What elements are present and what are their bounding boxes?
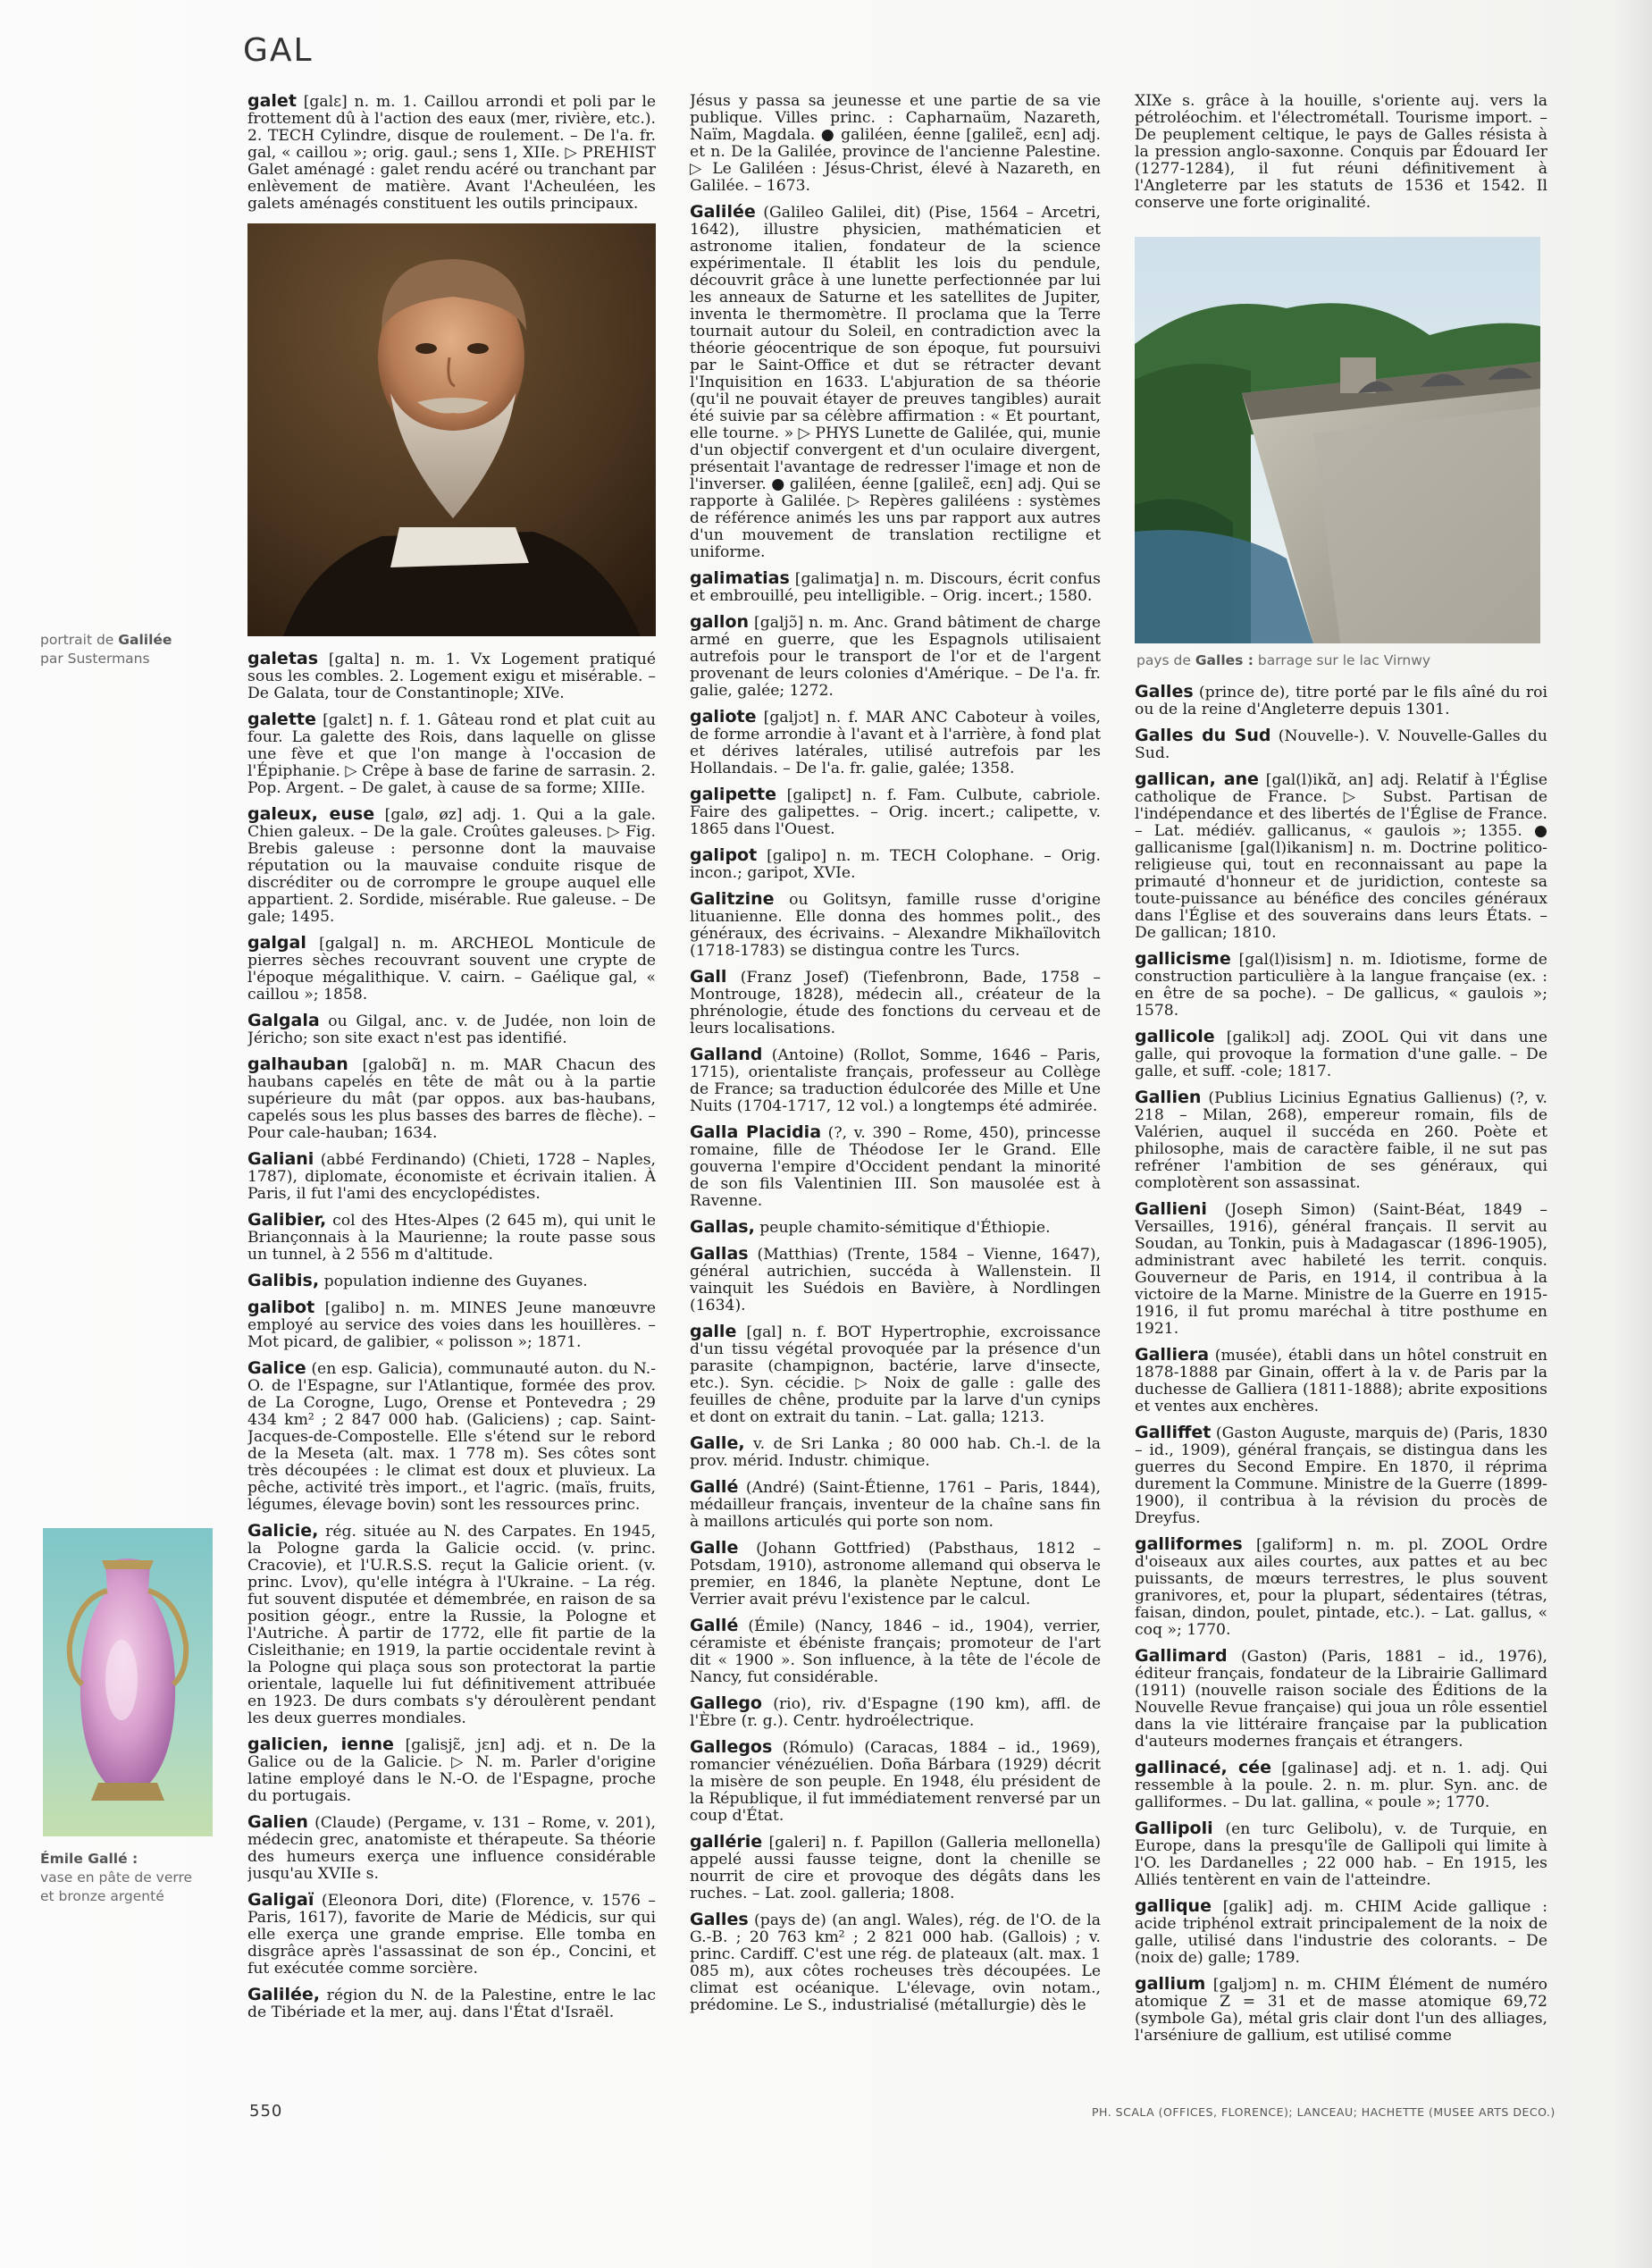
dictionary-entry	[1135, 93, 1547, 212]
entry-definition: (Rómulo) (Caracas, 1884 – id., 1969), romancier vénézuélien. Doña Bárbara (1929) décrit la misère de son peuple. En 1948, élu président de la République, il fut immédiatement renversé par un coup d'État.	[690, 1739, 1101, 1825]
entry-definition: [galisjɛ̃, jɛn] adj. et n. De la Galice ou de la Galicie. ▷ N. m. Parler d'origine latine employé dans le N.-O. de l'Espagne, proche du portugais.	[247, 1736, 656, 1805]
dictionary-entry	[1135, 727, 1547, 762]
page-header-guide-word: GAL	[243, 32, 314, 69]
entry-headword: Galien	[247, 1812, 308, 1832]
caption-text: par Sustermans	[40, 651, 150, 667]
entry-headword: Galla Placidia	[690, 1122, 822, 1142]
col2-entries	[690, 93, 1101, 2014]
entry-definition: (Nouvelle-). V. Nouvelle-Galles du Sud.	[1135, 727, 1547, 762]
dictionary-entry	[1135, 1347, 1547, 1415]
col1-entries-top	[247, 93, 656, 213]
dictionary-entry	[1135, 1089, 1547, 1192]
dictionary-entry	[247, 1212, 656, 1264]
entry-definition: (Publius Licinius Egnatius Gallienus) (?, v. 218 – Milan, 268), empereur romain, fils de Valérien, auquel il succéda en 260. Poète et philosophe, mais de caractère faible, il ne sut pas refréner l'ambition de ses généraux, qui complotèrent son assassinat.	[1135, 1089, 1547, 1192]
dictionary-entry	[247, 1360, 656, 1514]
entry-headword: Galibier,	[247, 1210, 327, 1230]
dictionary-entry	[247, 1273, 656, 1290]
dictionary-entry	[1135, 1976, 1547, 2045]
dictionary-entry	[1135, 1648, 1547, 1751]
dictionary-entry	[690, 1479, 1101, 1531]
dictionary-entry	[247, 935, 656, 1004]
entry-headword: Gallé	[690, 1616, 739, 1635]
entry-definition: [galjɔt] n. f. MAR ANC Caboteur à voiles, de forme arrondie à l'avant et à l'arrière, à fond plat et dérives latérales, utilisé autrefois par les Hollandais. – De l'a. fr. galie, galée; 1358.	[690, 709, 1101, 777]
entry-headword: galle	[690, 1322, 737, 1341]
entry-definition: [galobɑ̃] n. m. MAR Chacun des haubans capelés en tête de mât ou à la partie supérieure du mât (par oppos. aux bas-haubans, capelés sous les plus basses des barres de flèche). – Pour cale-hauban; 1634.	[247, 1056, 656, 1142]
entry-headword: Galland	[690, 1045, 763, 1064]
entry-definition: peuple chamito-sémitique d'Éthiopie.	[759, 1219, 1051, 1237]
entry-headword: Galle,	[690, 1433, 745, 1453]
entry-definition: [galɛt] n. f. 1. Gâteau rond et plat cuit au four. La galette des Rois, dans laquelle on glisse une fève et que l'on mange à l'occasion de l'Épiphanie. ▷ Crêpe à base de farine de sarrasin. 2. Pop. Argent. – De galet, à cause de sa forme; XIIIe.	[247, 711, 656, 797]
dictionary-entry	[247, 1987, 656, 2021]
entry-definition: col des Htes-Alpes (2 645 m), qui unit le Briançonnais à la Maurienne; la route passe sous un tunnel, à 2 556 m d'altitude.	[247, 1212, 656, 1264]
entry-headword: galipette	[690, 785, 776, 804]
photo-credits: PH. SCALA (OFFICES, FLORENCE); LANCEAU; HACHETTE (MUSEE ARTS DECO.)	[1092, 2105, 1556, 2119]
dictionary-entry	[690, 1435, 1101, 1470]
entry-headword: Gall	[690, 967, 727, 987]
dictionary-entry	[247, 1056, 656, 1142]
entry-definition: (musée), établi dans un hôtel construit en 1878-1888 par Ginain, offert à la v. de Paris par la duchesse de Galliera (1811-1888); abrite expositions et ventes aux enchères.	[1135, 1347, 1547, 1415]
column-3	[1135, 93, 1547, 2086]
entry-definition: (Gaston Auguste, marquis de) (Paris, 1830 – id., 1909), général français, se distingua dans les guerres du Second Empire. En 1870, il réprima durement la Commune. Ministre de la Guerre (1899-1900), il contribua à la révision du procès de Dreyfus.	[1135, 1424, 1547, 1527]
entry-definition: (Eleonora Dori, dite) (Florence, v. 1576 – Paris, 1617), favorite de Marie de Médicis, sur qui elle exerça une grande emprise. Elle tomba en disgrâce après l'assassinat de son ép., Concini, et fut exécutée comme sorcière.	[247, 1892, 656, 1978]
entry-definition: (en esp. Galicia), communauté auton. du N.-O. de l'Espagne, sur l'Atlantique, formée des prov. de La Corogne, Lugo, Orense et Pontevedra ; 29 434 km² ; 2 847 000 hab. (Galiciens) ; cap. Saint-Jacques-de-Compostelle. Elle s'étend sur le rebord de la Meseta (alt. max. 1 778 m). Ses côtes sont très découpées : le climat est doux et pluvieux. La pêche, activité très import., et l'agric. (maïs, fruits, légumes, élevage bovin) sont les ressources princ.	[247, 1360, 656, 1514]
dictionary-entry	[690, 1695, 1101, 1730]
caption-text: pays de	[1136, 652, 1191, 668]
dictionary-entry	[690, 1911, 1101, 2014]
entry-definition: [gal(l)isism] n. m. Idiotisme, forme de construction particulière à la langue française (ex. : en être de sa poche). – De gallicus, « gaulois »; 1578.	[1135, 951, 1547, 1020]
entry-definition: (Franz Josef) (Tiefenbronn, Bade, 1758 – Montrouge, 1828), médecin all., créateur de la phrénologie, étude des fonctions du cerveau et de leurs localisations.	[690, 969, 1101, 1037]
dictionary-entry	[1135, 1820, 1547, 1889]
galle-vase-photo	[43, 1528, 213, 1836]
dictionary-entry	[247, 1892, 656, 1978]
entry-headword: Galliera	[1135, 1345, 1210, 1365]
dictionary-entry	[247, 1814, 656, 1883]
entry-definition: (Johann Gottfried) (Pabsthaus, 1812 – Potsdam, 1910), astronome allemand qui observa le premier, en 1846, la planète Neptune, dont Le Verrier avait prévu l'existence par le calcul.	[690, 1540, 1101, 1609]
entry-definition: [galipɛt] n. f. Fam. Culbute, cabriole. Faire des galipettes. – Orig. incert.; calipette, v. 1865 dans l'Ouest.	[690, 786, 1101, 838]
galilee-portrait-image	[247, 223, 656, 636]
entry-definition: [galø, øz] adj. 1. Qui a la gale. Chien galeux. – De la gale. Croûtes galeuses. ▷ Fig. Brebis galeuse : personne dont la mauvaise réputation ou la mauvaise conduite risque de discréditer ou de corrompre le groupe auquel elle appartient. 2. Sordide, misérable. Rue galeuse. – De gale; 1495.	[247, 806, 656, 926]
entry-definition: (Gaston) (Paris, 1881 – id., 1976), éditeur français, fondateur de la Librairie Gallimard (1911) (nouvelle raison sociale des Éditions de la Nouvelle Revue française) qui joua un rôle essentiel dans la vie littéraire française par la publication d'auteurs modernes français et étrangers.	[1135, 1648, 1547, 1751]
entry-definition: [galipo] n. m. TECH Colophane. – Orig. incon.; garipot, XVIe.	[690, 847, 1101, 882]
entry-headword: Galicie,	[247, 1521, 319, 1541]
dictionary-entry	[690, 891, 1101, 960]
dictionary-entry	[690, 786, 1101, 838]
entry-definition: (Claude) (Pergame, v. 131 – Rome, v. 201), médecin grec, anatomiste et thérapeute. Sa théorie des humeurs exerça une influence considérable jusqu'au XVIIe s.	[247, 1814, 656, 1883]
entry-definition: (prince de), titre porté par le fils aîné du roi ou de la reine d'Angleterre depuis 1301.	[1135, 684, 1547, 718]
dictionary-entry	[1135, 771, 1547, 942]
entry-headword: gallican, ane	[1135, 769, 1259, 789]
dictionary-entry	[1135, 684, 1547, 718]
galles-photo-caption	[1136, 652, 1547, 669]
entry-definition: XIXe s. grâce à la houille, s'oriente auj. vers la pétroléochim. et l'électrométall. Tourisme import. – De peuplement celtique, le pays de Galles résista à la pression anglo-saxonne. Conquis par Édouard Ier (1277-1284), il fut réuni définitivement à l'Angleterre par les statuts de 1536 et 1542. Il conserve une forte originalité.	[1135, 93, 1547, 212]
dictionary-entry	[1135, 1201, 1547, 1338]
dictionary-entry	[1135, 1424, 1547, 1527]
entry-definition: [galik] adj. m. CHIM Acide gallique : acide triphénol extrait principalement de la noix de galle, utilisé dans l'industrie des colorants. – De (noix de) galle; 1789.	[1135, 1898, 1547, 1967]
dictionary-entry	[690, 847, 1101, 882]
caption-text: barrage sur le lac Virnwy	[1257, 652, 1431, 668]
entry-definition: (en turc Gelibolu), v. de Turquie, en Europe, dans la presqu'île de Gallipoli qui limite à l'O. les Dardanelles ; 22 000 hab. – En 1915, les Alliés tentèrent en vain de l'atteindre.	[1135, 1820, 1547, 1889]
galle-vase-caption	[40, 1850, 192, 1906]
entry-headword: Gallegos	[690, 1737, 773, 1757]
entry-headword: galet	[247, 93, 297, 111]
dictionary-entry	[1135, 1536, 1547, 1639]
entry-headword: gallinacé, cée	[1135, 1758, 1272, 1777]
entry-definition: [galgal] n. m. ARCHEOL Monticule de pierres sèches recouvrant souvent une crypte de l'époque mégalithique. V. cairn. – Gaélique gal, « caillou »; 1858.	[247, 935, 656, 1004]
entry-definition: (rio), riv. d'Espagne (190 km), affl. de l'Èbre (r. g.). Centr. hydroélectrique.	[690, 1695, 1101, 1730]
column-2	[690, 93, 1101, 2086]
dictionary-entry	[690, 570, 1101, 605]
entry-headword: Galgala	[247, 1011, 320, 1030]
entry-headword: Gallas,	[690, 1217, 755, 1237]
entry-definition: (pays de) (an angl. Wales), rég. de l'O. de la G.-B. ; 20 763 km² ; 2 821 000 hab. (Gallois) ; v. princ. Cardiff. C'est une rég. de plateaux (alt. max. 1 085 m), aux côtes rocheuses très découpées. Le climat est océanique. L'élevage, ovin notam., prédomine. Le S., industrialisé (métallurgie) dès le	[690, 1911, 1101, 2014]
entry-definition: [galikɔl] adj. ZOOL Qui vit dans une galle, qui provoque la formation d'une galle. – De galle, et suff. -cole; 1817.	[1135, 1029, 1547, 1080]
col3-entries-bottom	[1135, 684, 1547, 2045]
dictionary-entry	[690, 1834, 1101, 1903]
dictionary-entry	[247, 1151, 656, 1203]
entry-headword: galimatias	[690, 568, 790, 588]
entry-headword: gallicisme	[1135, 949, 1231, 969]
entry-headword: Galilée	[690, 202, 756, 222]
entry-definition: (Galileo Galilei, dit) (Pise, 1564 – Arcetri, 1642), illustre physicien, mathématicien et astronome italien, fondateur de la science expérimentale. Il établit les lois du pendule, découvrit grâce à une lunette perfectionnée par lui les anneaux de Saturne et les satellites de Jupiter, inventa le thermomètre. Il proclama que la Terre tournait autour du Soleil, en contradiction avec la théorie géocentrique de son époque, fut poursuivi par le Saint-Office et dut se rétracter devant l'Inquisition en 1633. L'abjuration de sa théorie (qu'il ne pouvait étayer de preuves tangibles) aurait été suivie par sa célèbre affirmation : « Et pourtant, elle tourne. » ▷ PHYS Lunette de Galilée, qui, munie d'un objectif convergent et d'un oculaire divergent, présentait l'avantage de redresser l'image et non de l'inverser. ● galiléen, éenne [galileɛ̃, eɛn] adj. Qui se rapporte à Galilée. ▷ Repères galiléens : systèmes de référence animés les uns par rapport aux autres d'un mouvement de translation rectiligne et uniforme.	[690, 204, 1101, 561]
entry-headword: Gallieni	[1135, 1199, 1207, 1219]
dictionary-entry	[247, 806, 656, 926]
galilee-portrait-caption	[40, 631, 172, 668]
dictionary-entry	[690, 1246, 1101, 1315]
entry-headword: Galitzine	[690, 889, 775, 909]
dictionary-entry	[690, 1739, 1101, 1825]
dictionary-entry	[690, 1046, 1101, 1115]
entry-definition: [galɛ] n. m. 1. Caillou arrondi et poli par le frottement dû à l'action des eaux (mer, rivière, etc.). 2. TECH Cylindre, disque de roulement. – De l'a. fr. gal, « caillou »; orig. gaul.; sens 1, XIIe. ▷ PREHIST Galet aménagé : galet rendu acéré ou tranchant par enlèvement de matière. Avant l'Acheuléen, les galets aménagés constituent les outils principaux.	[247, 93, 656, 213]
dictionary-entry	[690, 93, 1101, 195]
entry-headword: Gallé	[690, 1477, 739, 1497]
entry-headword: Gallien	[1135, 1088, 1202, 1107]
column-1	[247, 93, 656, 2086]
entry-definition: (Émile) (Nancy, 1846 – id., 1904), verrier, céramiste et ébéniste français; promoteur de l'art dit « 1900 ». Son influence, à la tête de l'école de Nancy, fut considérable.	[690, 1617, 1101, 1686]
entry-definition: ou Golitsyn, famille russe d'origine lituanienne. Elle donna des hommes polit., des généraux, des écrivains. – Alexandre Mikhaïlovitch (1718-1783) se distingua contre les Turcs.	[690, 891, 1101, 960]
entry-definition: (André) (Saint-Étienne, 1761 – Paris, 1844), médailleur français, inventeur de la chaîne sans fin à maillons articulés qui porte son nom.	[690, 1479, 1101, 1531]
caption-text: et bronze argenté	[40, 1888, 164, 1904]
entry-definition: [galta] n. m. 1. Vx Logement pratiqué sous les combles. 2. Logement exigu et misérable. – De Galata, tour de Constantinople; XIVe.	[247, 651, 656, 702]
entry-headword: galetas	[247, 649, 319, 668]
galles-dam-photo	[1135, 237, 1540, 643]
entry-headword: Gallimard	[1135, 1646, 1228, 1666]
dictionary-entry	[247, 1012, 656, 1047]
entry-headword: galiote	[690, 707, 757, 727]
entry-headword: galicien, ienne	[247, 1735, 394, 1754]
entry-definition: v. de Sri Lanka ; 80 000 hab. Ch.-l. de la prov. mérid. Industr. chimique.	[690, 1435, 1101, 1470]
entry-definition: [galjɔm] n. m. CHIM Élément de numéro atomique Z = 31 et de masse atomique 69,72 (symbole Ga), métal gris clair dont l'un des alliages, l'arséniure de gallium, est utilisé comme	[1135, 1976, 1547, 2045]
entry-headword: Galliffet	[1135, 1423, 1212, 1442]
dictionary-entry	[247, 711, 656, 797]
col1-entries-bottom	[247, 651, 656, 2021]
dictionary-entry	[1135, 1760, 1547, 1811]
dictionary-entry	[690, 1540, 1101, 1609]
entry-headword: Gallas	[690, 1244, 749, 1264]
entry-headword: gallicole	[1135, 1027, 1215, 1046]
dictionary-entry	[690, 969, 1101, 1037]
entry-headword: galliformes	[1135, 1534, 1243, 1554]
dictionary-entry	[247, 1523, 656, 1727]
caption-name: Émile Gallé :	[40, 1851, 138, 1867]
entry-headword: gallique	[1135, 1896, 1212, 1916]
entry-definition: Jésus y passa sa jeunesse et une partie de sa vie publique. Villes princ. : Capharnaüm, Nazareth, Naïm, Magdala. ● galiléen, éenne [galileɛ̃, eɛn] adj. et n. De la Galilée, province de l'ancienne Palestine. ▷ Le Galiléen : Jésus-Christ, élevé à Nazareth, en Galilée. – 1673.	[690, 93, 1101, 195]
entry-headword: galette	[247, 710, 316, 729]
caption-text: vase en pâte de verre	[40, 1869, 193, 1886]
entry-headword: Galiani	[247, 1149, 314, 1169]
entry-headword: Gallipoli	[1135, 1819, 1213, 1838]
entry-definition: (abbé Ferdinando) (Chieti, 1728 – Naples, 1787), diplomate, économiste et écrivain italien. À Paris, il fut l'ami des encyclopédistes.	[247, 1151, 656, 1203]
dictionary-entry	[690, 1124, 1101, 1210]
entry-headword: galeux, euse	[247, 804, 375, 824]
entry-definition: région du N. de la Palestine, entre le lac de Tibériade et la mer, auj. dans l'État d'Israël.	[247, 1987, 656, 2021]
dictionary-entry	[690, 1323, 1101, 1426]
entry-headword: gallon	[690, 612, 750, 632]
entry-definition: rég. située au N. des Carpates. En 1945, la Pologne garda la Galicie occid. (v. princ. Cracovie), et l'U.R.S.S. reçut la Galicie orient. (v. princ. Lvov), qu'elle intégra à l'Ukraine. – La rég. fut souvent disputée et démembrée, en raison de sa position géogr., entre la Russie, la Pologne et l'Autriche. À partir de 1772, elle fit partie de la Cisleithanie; en 1919, la partie occidentale revint à la Pologne qui plaça sous son protectorat la partie orientale, laquelle lui fut définitivement attribuée en 1923. De durs combats s'y déroulèrent pendant les deux guerres mondiales.	[247, 1523, 656, 1727]
dictionary-entry	[1135, 951, 1547, 1020]
caption-name: Galles :	[1195, 652, 1254, 668]
entry-headword: galibot	[247, 1298, 315, 1317]
dictionary-entry	[247, 1736, 656, 1805]
entry-definition: (Matthias) (Trente, 1584 – Vienne, 1647), général autrichien, succéda à Wallenstein. Il vainquit les Suédois en Bavière, à Nordlingen (1634).	[690, 1246, 1101, 1315]
entry-headword: galipot	[690, 845, 758, 865]
caption-text: portrait de	[40, 632, 114, 648]
entry-headword: Galigaï	[247, 1890, 314, 1910]
caption-name: Galilée	[118, 632, 172, 648]
col3-entries-top	[1135, 93, 1547, 212]
entry-definition: [galibo] n. m. MINES Jeune manœuvre employé au service des voies dans les houillères. – Mot picard, de galibier, « polisson »; 1871.	[247, 1299, 656, 1351]
entry-headword: Galle	[690, 1538, 739, 1558]
entry-definition: (?, v. 390 – Rome, 450), princesse romaine, fille de Théodose Ier le Grand. Elle gouverna l'empire d'Occident pendant la minorité de son fils Valentinien III. Son mausolée est à Ravenne.	[690, 1124, 1101, 1210]
dictionary-entry	[690, 614, 1101, 700]
entry-headword: gallérie	[690, 1832, 763, 1852]
entry-definition: ou Gilgal, anc. v. de Judée, non loin de Jéricho; son site exact n'est pas identifié.	[247, 1012, 656, 1047]
entry-headword: Galles du Sud	[1135, 726, 1271, 745]
dictionary-entry	[247, 651, 656, 702]
dictionary-entry	[690, 204, 1101, 561]
dictionary-entry	[690, 709, 1101, 777]
entry-definition: [galeri] n. f. Papillon (Galleria mellonella) appelé aussi fausse teigne, dont la chenille se nourrit de cire et provoque des dégâts dans les ruches. – Lat. zool. galleria; 1808.	[690, 1834, 1101, 1903]
entry-definition: [galifɔrm] n. m. pl. ZOOL Ordre d'oiseaux aux ailes courtes, aux pattes et au bec puissants, de mœurs terrestres, le plus souvent granivores, et, pour la plupart, sédentaires (tétras, faisan, dindon, poulet, pintade, etc.). – Lat. gallus, « coq »; 1770.	[1135, 1536, 1547, 1639]
entry-definition: [gal] n. f. BOT Hypertrophie, excroissance d'un tissu végétal provoquée par la présence d'un parasite (champignon, bactérie, larve d'insecte, etc.). Syn. cécidie. ▷ Noix de galle : galle des feuilles de chêne, produite par la larve d'un cynips et dont on extrait du tanin. – Lat. galla; 1213.	[690, 1323, 1101, 1426]
entry-headword: Galles	[690, 1910, 749, 1929]
entry-headword: Galilée,	[247, 1985, 320, 2004]
entry-definition: (Antoine) (Rollot, Somme, 1646 – Paris, 1715), orientaliste français, professeur au Collège de France; sa traduction édulcorée des Mille et Une Nuits (1704-1717, 12 vol.) a longtemps été admirée.	[690, 1046, 1101, 1115]
dictionary-entry	[247, 93, 656, 213]
dictionary-entry	[690, 1219, 1101, 1237]
dictionary-entry	[1135, 1898, 1547, 1967]
dictionary-entry	[690, 1617, 1101, 1686]
entry-headword: gallium	[1135, 1974, 1206, 1994]
entry-headword: Galles	[1135, 682, 1194, 701]
entry-definition: (Joseph Simon) (Saint-Béat, 1849 – Versailles, 1916), général français. Il servit au Soudan, au Tonkin, puis à Madagascar (1896-1905), administrant avec habileté les territ. conquis. Gouverneur de Paris, en 1914, il contribua à la victoire de la Marne. Ministre de la Guerre en 1915-1916, il fut promu maréchal à titre posthume en 1921.	[1135, 1201, 1547, 1338]
entry-headword: Galibis,	[247, 1271, 320, 1290]
entry-headword: Galice	[247, 1358, 306, 1378]
entry-definition: population indienne des Guyanes.	[323, 1273, 588, 1290]
dictionary-entry	[1135, 1029, 1547, 1080]
entry-headword: Gallego	[690, 1693, 762, 1713]
entry-definition: [galinase] adj. et n. 1. adj. Qui ressemble à la poule. 2. n. m. plur. Syn. anc. de galliformes. – Du lat. gallina, « poule »; 1770.	[1135, 1760, 1547, 1811]
entry-headword: galgal	[247, 933, 306, 953]
entry-definition: [gal(l)ikɑ̃, an] adj. Relatif à l'Église catholique de France. ▷ Subst. Partisan de l'indépendance et des libertés de l'Église de France. – Lat. médiév. gallicanus, « gaulois »; 1355. ● gallicanisme [gal(l)ikanism] n. m. Doctrine politico-religieuse qui, tout en reconnaissant au pape la primauté d'honneur et de juridiction, conteste sa toute-puissance au bénéfice des conciles généraux dans l'Église et des souverains dans leurs États. – De gallican; 1810.	[1135, 771, 1547, 942]
entry-definition: [galjɔ̃] n. m. Anc. Grand bâtiment de charge armé en guerre, que les Espagnols utilisaient autrefois pour le transport de l'or et de l'argent provenant de leurs colonies d'Amérique. – De l'a. fr. galie, galée; 1272.	[690, 614, 1101, 700]
page-number: 550	[249, 2102, 283, 2121]
dictionary-entry	[247, 1299, 656, 1351]
entry-definition: [galimatja] n. m. Discours, écrit confus et embrouillé, peu intelligible. – Orig. incert.; 1580.	[690, 570, 1101, 605]
entry-headword: galhauban	[247, 1054, 348, 1074]
